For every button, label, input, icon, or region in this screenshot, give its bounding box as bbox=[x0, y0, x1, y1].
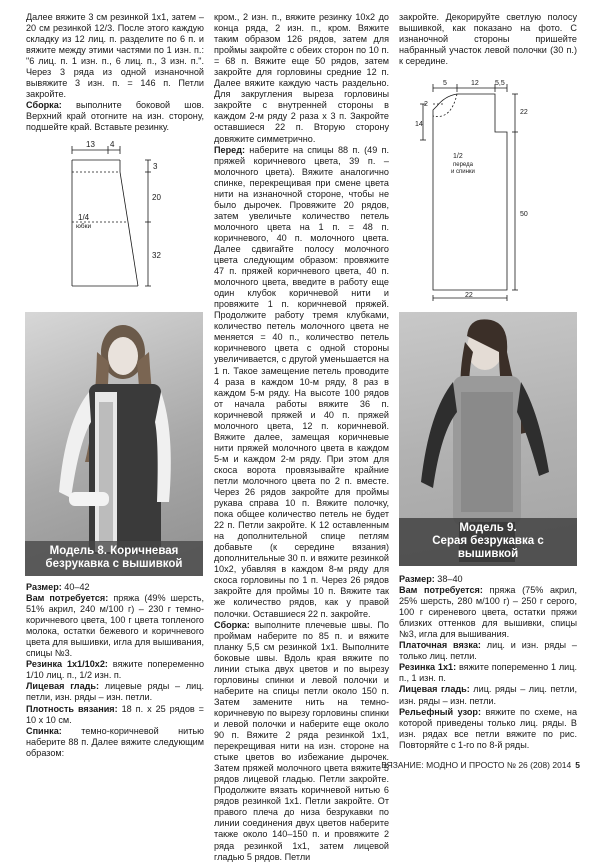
back-instructions: кром., 2 изн. п., вяжите резинку 10х2 до конца ряда, 2 изн. п., кром. Вяжите таким образом 126 рядов, затем для проймы закройте с обеих сторон по 10 п. = 68 п. Вяжите еще 50 рядов, затем закройте для горловины средние 12 п. Далее вяжите каждую часть раздельно. Для закругления выреза горловины закройте с внутренней стороны в каждом 2-м ряду 2 раза х 3 п. Закройте оставшиеся 22 п. Вторую сторону довяжите симметрично. bbox=[214, 12, 389, 144]
front-text: наберите на спицы 88 п. (49 п. пряжей коричневого цвета, 39 п. – молочного цвета). Вяжите аналогично спинке, перекрещивая при смене цвета нити на изнаночной стороне, чтобы не было дырочек. Провяжите 20 рядов, затем увеличьте количество петель молочного цвета на 1 п. = 48 п. коричневого, 40 п. молочного цвета. Далее сдвигайте полосу молочного цвета следующим образом: провяжите 47 п. пряжей коричневого цвета, 40 п. молочного цвета, введите в работу еще один клубок коричневой нити и провяжите 1 п. коричневой пряжей. Продолжите работу тремя клубками, количество петель молочного цвета не меняется = 40 п., количество петель коричневого цвета с одной стороны увеличивается, с другой уменьшается на 1 п. Такое замещение петель проводите 4 раза в каждом 10-м ряду, 8 раз в каждом 5-м ряду. На высоте 100 рядов от начала работы вяжите 36 п. коричневой пряжей и 40 п. пряжей молочного цвета, 12 п. коричневой. Вяжите далее, замещая коричневые нити пряжей молочного цвета в каждом 5-м и каждом 2-м ряду. При этом для скоса ворота провязывайте крайние петли молочного цвета по 2 п. вместе. Через 26 рядов закройте для проймы рукава справа 10 п. Вяжите полочку, пока общее количество петель не будет 22 п. Петли закройте. К 12 оставленным на дополнительной спице петлям добавьте (к середине вязания) дополнительные 30 п. и вяжите резинкой 10х2, убавляя в каждом 8-м ряду для скоса горловины по 1 п. Через 26 рядов закройте для проймы 10 п. Вяжите так же количество рядов, как у правой полочки. Оставшиеся 22 п. закройте. bbox=[214, 144, 389, 619]
model-9-caption bbox=[399, 518, 577, 566]
stockinette-text-9: лиц. ряды – лиц. петли, изн. ряды – изн. петли. bbox=[399, 684, 577, 706]
size-label-9: Размер: bbox=[399, 574, 435, 584]
skirt-pattern-diagram bbox=[60, 140, 180, 290]
garter-label: Платочная вязка: bbox=[399, 640, 481, 651]
density-label: Плотность вязания: bbox=[26, 703, 118, 714]
finish-instructions: закройте. Декорируйте светлую полосу вышивкой, как показано на фото. С изнаночной стороны пришейте набранный участок левой полочки (30 п.) к середине. bbox=[399, 12, 577, 67]
back-line bbox=[26, 726, 204, 759]
model-8-caption bbox=[25, 541, 203, 576]
model-8-photo bbox=[25, 312, 203, 576]
materials-text: пряжа (49% шерсть, 51% акрил, 240 м/100 г) – 230 г темно-коричневого цвета, 100 г цвета топленого молока, остатки бежевого и коричневого цвета для вышивки, игла для вышивания, спицы №3. bbox=[26, 593, 205, 659]
rib-text-9: вяжите попеременно 1 лиц. п., 1 изн. п. bbox=[399, 662, 577, 684]
back-text: темно-коричневой нитью наберите 88 п. Далее вяжите следующим образом: bbox=[26, 725, 204, 758]
page-footer bbox=[330, 760, 580, 770]
stockinette-text: лицевые ряды – лиц. петли, изн. ряды – изн. петли. bbox=[26, 681, 204, 703]
dim-12: 12 bbox=[471, 80, 479, 87]
text-column-3 bbox=[399, 12, 577, 67]
label-quarter: 1/4 bbox=[78, 213, 90, 222]
stockinette-label-9: Лицевая гладь: bbox=[399, 684, 470, 695]
label-front: переда bbox=[453, 162, 473, 168]
model-8-illustration bbox=[25, 312, 203, 576]
model-9-specs bbox=[399, 574, 577, 751]
density-line bbox=[26, 704, 204, 726]
stockinette-line bbox=[26, 681, 204, 703]
rib-label: Резинка 1х1/10х2: bbox=[26, 659, 108, 670]
relief-line bbox=[399, 707, 577, 751]
model-8-title: Модель 8. Коричневая bbox=[49, 545, 179, 557]
density-text: 18 п. х 25 рядов = 10 х 10 см. bbox=[26, 703, 204, 725]
dim-5-5: 5,5 bbox=[495, 80, 505, 87]
dim-50: 50 bbox=[520, 211, 528, 218]
rib-label-9: Резинка 1х1: bbox=[399, 662, 457, 673]
label-back: и спинки bbox=[451, 169, 475, 175]
materials-line bbox=[26, 593, 204, 659]
label-skirt: юбки bbox=[76, 223, 92, 230]
model-9-photo bbox=[399, 312, 577, 566]
model-9-title: Модель 9. bbox=[459, 522, 517, 534]
dim-22-top: 22 bbox=[520, 109, 528, 116]
dim-13: 13 bbox=[86, 140, 95, 149]
assembly-text: выполните боковой шов. Верхний край отогните на изн. сторону, подшейте край. Вставьте резинку. bbox=[26, 100, 204, 133]
rib-line-9 bbox=[399, 662, 577, 684]
relief-text: вяжите по схеме, на которой приведены только лиц. ряды. В изн. рядах все петли вяжите по рис. Повторяйте с 1-го по 8-й ряды. bbox=[399, 706, 577, 750]
assembly-instructions bbox=[214, 620, 389, 863]
assembly-label: Сборка: bbox=[26, 100, 62, 111]
materials-line-9 bbox=[399, 585, 577, 640]
size-label: Размер: bbox=[26, 582, 62, 592]
rib-text: вяжите попеременно 1/10 лиц. п., 1/2 изн. п. bbox=[26, 659, 204, 681]
page-number: 5 bbox=[575, 760, 580, 770]
assembly-label-2: Сборка: bbox=[214, 619, 250, 630]
materials-label: Вам потребуется: bbox=[26, 593, 109, 604]
dim-20: 20 bbox=[152, 193, 161, 202]
relief-label: Рельефный узор: bbox=[399, 706, 482, 717]
label-half: 1/2 bbox=[453, 153, 463, 160]
size-value-9: 38–40 bbox=[434, 574, 463, 584]
stockinette-line-9 bbox=[399, 684, 577, 706]
text-column-2 bbox=[214, 12, 389, 863]
dim-4: 4 bbox=[110, 140, 115, 149]
vest-pattern-diagram bbox=[415, 80, 575, 304]
dim-3: 3 bbox=[153, 162, 158, 171]
size-line bbox=[26, 582, 204, 593]
dim-2: 2 bbox=[424, 101, 428, 108]
dim-5-left: 5 bbox=[443, 80, 447, 87]
model-8-subtitle: безрукавка с вышивкой bbox=[45, 558, 183, 570]
dim-14: 14 bbox=[415, 121, 423, 128]
model-9-subtitle: Серая безрукавка с вышивкой bbox=[432, 535, 544, 560]
materials-label-9: Вам потребуется: bbox=[399, 585, 483, 596]
text-column-1 bbox=[26, 12, 204, 134]
front-label: Перед: bbox=[214, 144, 246, 155]
size-line-9 bbox=[399, 574, 577, 585]
magazine-title: ВЯЗАНИЕ: МОДНО И ПРОСТО № 26 (208) 2014 bbox=[381, 760, 572, 770]
dim-22-bottom: 22 bbox=[465, 292, 473, 299]
rib-line bbox=[26, 659, 204, 681]
materials-text-9: пряжа (75% акрил, 25% шерсть, 280 м/100 г) – 250 г серого, 100 г сиреневого цвета, остатки пряжи близких оттенков для вышивки, спицы №3, игла для вышивания. bbox=[399, 585, 577, 640]
skirt-assembly bbox=[26, 100, 204, 133]
assembly-text-2: выполните плечевые швы. По проймам наберите по 85 п. и вяжите планку 5,5 см резинкой 1х1. Выполните боковые швы. Вдоль края вяжите по линии стыка двух цветов и по вырезу горловины спинки и левой полочки и наберите на спицы петли около 150 п. Затем замените нить на темно-коричневую по вырезу горловины спинки и левой полочки и наберите еще около 90 п. Вяжите 2 ряда резинкой 1х1, перекрещивая нити на изн. стороне на стыке цветов во избежание дырочек. Затем пряжей молочного цвета вяжите 5 рядов лицевой гладью. Петли закройте. Продолжите вязать коричневой нитью 6 рядов резинкой 1х1. Петли закройте. От правого плеча до низа безрукавки по линии соединения двух цветов наберите также около 140–150 п. и провяжите 2 ряда резинкой 1х1, затем лицевой гладью 5 рядов. Петли bbox=[214, 619, 389, 862]
garter-text: лиц. и изн. ряды – только лиц. петли. bbox=[399, 640, 577, 662]
skirt-instructions: Далее вяжите 3 см резинкой 1х1, затем – 20 см резинкой 12/3. После этого каждую складку из 12 лиц. п. разделите по 6 п. и вяжите между этими частями по 1 изн. п.: "6 лиц. п. 1 изн. п., 6 лиц. п., 3 изн. п.". Через 3 ряда из одной изнаночной вывяжите 3 изн. п. = 146 п. Петли закройте. bbox=[26, 12, 204, 100]
garter-line bbox=[399, 640, 577, 662]
dim-32: 32 bbox=[152, 251, 161, 260]
back-label: Спинка: bbox=[26, 725, 62, 736]
model-8-specs bbox=[26, 582, 204, 759]
stockinette-label: Лицевая гладь: bbox=[26, 681, 100, 692]
size-value: 40–42 bbox=[61, 582, 90, 592]
front-instructions bbox=[214, 145, 389, 620]
